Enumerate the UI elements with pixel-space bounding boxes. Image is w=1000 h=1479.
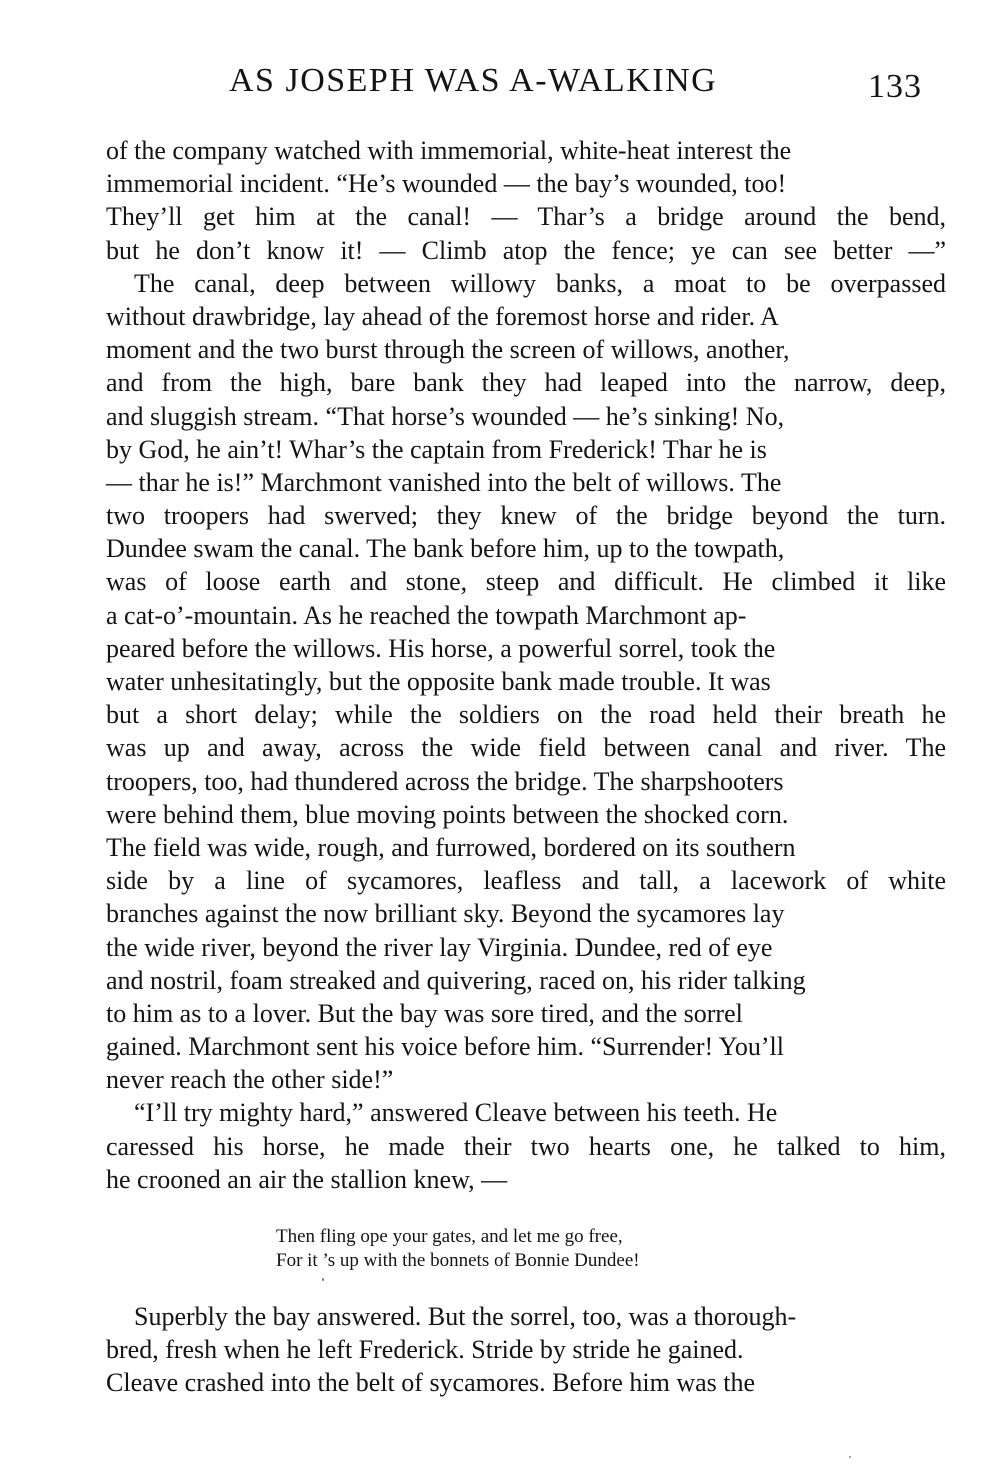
text-line: were behind them, blue moving points between the shocked corn. bbox=[106, 799, 789, 829]
text-line: without drawbridge, lay ahead of the foremost horse and rider. A bbox=[106, 301, 779, 331]
page-number: 133 bbox=[868, 68, 922, 105]
text-line: and nostril, foam streaked and quivering, raced on, his rider talking bbox=[106, 965, 806, 995]
text-line: water unhesitatingly, but the opposite bank made trouble. It was bbox=[106, 667, 771, 696]
running-title: AS JOSEPH WAS A-WALKING bbox=[229, 62, 718, 99]
text-line: of the company watched with immemorial, white-heat interest the bbox=[106, 136, 792, 165]
text-line: and sluggish stream. “That horse’s wounded — he’s sinking! No, bbox=[106, 401, 785, 431]
text-line: Cleave crashed into the belt of sycamores. Before him was the bbox=[106, 1368, 756, 1398]
paragraph-start-line: Superbly the bay answered. But the sorrel, too, was a thorough- bbox=[134, 1302, 797, 1331]
text-line: but he don’t know it! — Climb atop the fence; ye can see better —” bbox=[106, 235, 946, 265]
text-line: — thar he is!” Marchmont vanished into the belt of willows. The bbox=[106, 467, 782, 497]
text-line: moment and the two burst through the screen of willows, another, bbox=[106, 335, 790, 365]
text-line: peared before the willows. His horse, a powerful sorrel, took the bbox=[106, 633, 776, 663]
verse-quotation bbox=[276, 1225, 876, 1273]
text-line: to him as to a lover. But the bay was sore tired, and the sorrel bbox=[106, 998, 743, 1028]
print-speck bbox=[849, 1456, 851, 1458]
text-line: They’ll get him at the canal! — Thar’s a bridge around the bend, bbox=[106, 202, 946, 232]
paragraph-start-line: “I’ll try mighty hard,” answered Cleave between his teeth. He bbox=[134, 1098, 778, 1128]
print-speck bbox=[322, 1278, 324, 1281]
text-line: was of loose earth and stone, steep and difficult. He climbed it like bbox=[106, 567, 946, 597]
text-line: branches against the now brilliant sky. Beyond the sycamores lay bbox=[106, 899, 785, 929]
text-line: a cat-o’-mountain. As he reached the towpath Marchmont ap- bbox=[106, 600, 747, 630]
text-line: The field was wide, rough, and furrowed, bordered on its southern bbox=[106, 832, 796, 862]
text-line: caressed his horse, he made their two hearts one, he talked to him, bbox=[106, 1131, 946, 1161]
text-line: troopers, too, had thundered across the bridge. The sharpshooters bbox=[106, 766, 784, 796]
text-line: was up and away, across the wide field between canal and river. The bbox=[106, 733, 946, 763]
text-line: the wide river, beyond the river lay Virginia. Dundee, red of eye bbox=[106, 932, 773, 962]
text-line: side by a line of sycamores, leafless and tall, a lacework of white bbox=[106, 866, 946, 896]
text-line: by God, he ain’t! Whar’s the captain from Frederick! Thar he is bbox=[106, 434, 767, 464]
main-text-block bbox=[106, 134, 946, 1196]
text-line: Dundee swam the canal. The bank before him, up to the towpath, bbox=[106, 534, 785, 564]
text-line: two troopers had swerved; they knew of the bridge beyond the turn. bbox=[106, 501, 946, 531]
text-line: immemorial incident. “He’s wounded — the bay’s wounded, too! bbox=[106, 169, 787, 199]
text-line: but a short delay; while the soldiers on the road held their breath he bbox=[106, 700, 946, 730]
verse-line: For it ’s up with the bonnets of Bonnie Dundee! bbox=[276, 1250, 640, 1271]
text-line: and from the high, bare bank they had leaped into the narrow, deep, bbox=[106, 368, 946, 398]
text-line: never reach the other side!” bbox=[106, 1065, 394, 1095]
paragraph-start-line: The canal, deep between willowy banks, a moat to be overpassed bbox=[134, 268, 946, 298]
text-line: gained. Marchmont sent his voice before him. “Surrender! You’ll bbox=[106, 1032, 785, 1062]
text-line: he crooned an air the stallion knew, — bbox=[106, 1164, 508, 1194]
continuation-text-block bbox=[106, 1300, 946, 1400]
verse-line: Then fling ope your gates, and let me go free, bbox=[276, 1226, 623, 1247]
text-line: bred, fresh when he left Frederick. Stride by stride he gained. bbox=[106, 1335, 744, 1365]
